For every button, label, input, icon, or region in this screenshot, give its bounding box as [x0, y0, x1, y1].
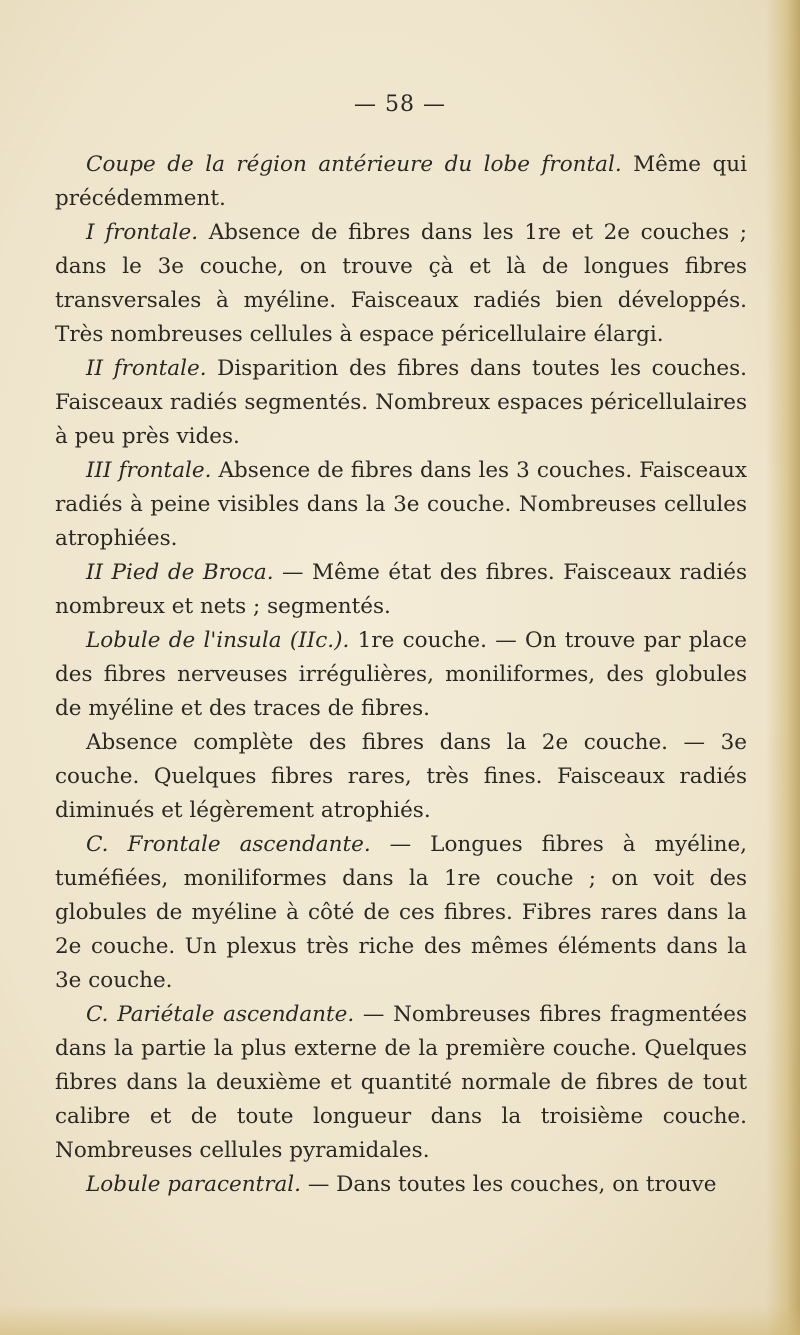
- paragraph: [55, 216, 747, 352]
- body-text: [55, 148, 747, 1202]
- paragraph-lead: C. Frontale ascendante.: [86, 832, 371, 857]
- paragraph-lead: Lobule paracentral.: [86, 1172, 301, 1197]
- paragraph-lead: II frontale.: [86, 356, 207, 381]
- paragraph-text: Disparition des fibres dans toutes les couches. Faisceaux radiés segmentés. Nombreux espaces péricellulaires à peu près vides.: [55, 356, 747, 449]
- paragraph-text: Absence de fibres dans les 3 couches. Faisceaux radiés à peine visibles dans la 3e couche. Nombreuses cellules atrophiées.: [55, 458, 747, 551]
- page-bottom-shadow: [0, 1305, 800, 1335]
- paragraph-lead: C. Pariétale ascendante.: [86, 1002, 355, 1027]
- paragraph-text: — Même état des fibres. Faisceaux radiés nombreux et nets ; segmentés.: [55, 560, 747, 619]
- paragraph-lead: Coupe de la région antérieure du lobe frontal.: [86, 152, 622, 177]
- paragraph: [55, 454, 747, 556]
- paragraph-text: Absence complète des fibres dans la 2e couche. — 3e couche. Quelques fibres rares, très fines. Faisceaux radiés diminués et légèrement atrophiés.: [55, 730, 747, 823]
- paragraph-text: 1re couche. — On trouve par place des fibres nerveuses irrégulières, moniliformes, des globules de myéline et des traces de fibres.: [55, 628, 747, 721]
- paragraph: [55, 1168, 747, 1202]
- page-number: — 58 —: [354, 92, 446, 117]
- paragraph-text: — Nombreuses fibres fragmentées dans la partie la plus externe de la première couche. Quelques fibres dans la deuxième et quantité normale de fibres de tout calibre et de toute longueur dans la troisième couche. Nombreuses cellules pyramidales.: [55, 1002, 747, 1163]
- paragraph-text: — Dans toutes les couches, on trouve: [301, 1172, 717, 1197]
- paragraph: [55, 726, 747, 828]
- paragraph: [55, 352, 747, 454]
- paragraph-lead: III frontale.: [86, 458, 212, 483]
- paragraph: [55, 998, 747, 1168]
- paragraph-lead: I frontale.: [86, 220, 199, 245]
- paragraph: [55, 556, 747, 624]
- paragraph: [55, 828, 747, 998]
- paragraph-lead: Lobule de l'insula (IIc.).: [86, 628, 350, 653]
- page-edge-shadow: [766, 0, 800, 1335]
- paragraph-lead: II Pied de Broca.: [86, 560, 274, 585]
- paragraph: [55, 148, 747, 216]
- paragraph-text: Même qui précédemment.: [55, 152, 747, 211]
- paragraph-text: Absence de fibres dans les 1re et 2e couches ; dans le 3e couche, on trouve çà et là de longues fibres transversales à myéline. Faisceaux radiés bien développés. Très nombreuses cellules à espace péricellulaire élargi.: [55, 220, 748, 347]
- paragraph-text: — Longues fibres à myéline, tuméfiées, moniliformes dans la 1re couche ; on voit des globules de myéline à côté de ces fibres. Fibres rares dans la 2e couche. Un plexus très riche des mêmes éléments dans la 3e couche.: [55, 832, 747, 993]
- paragraph: [55, 624, 747, 726]
